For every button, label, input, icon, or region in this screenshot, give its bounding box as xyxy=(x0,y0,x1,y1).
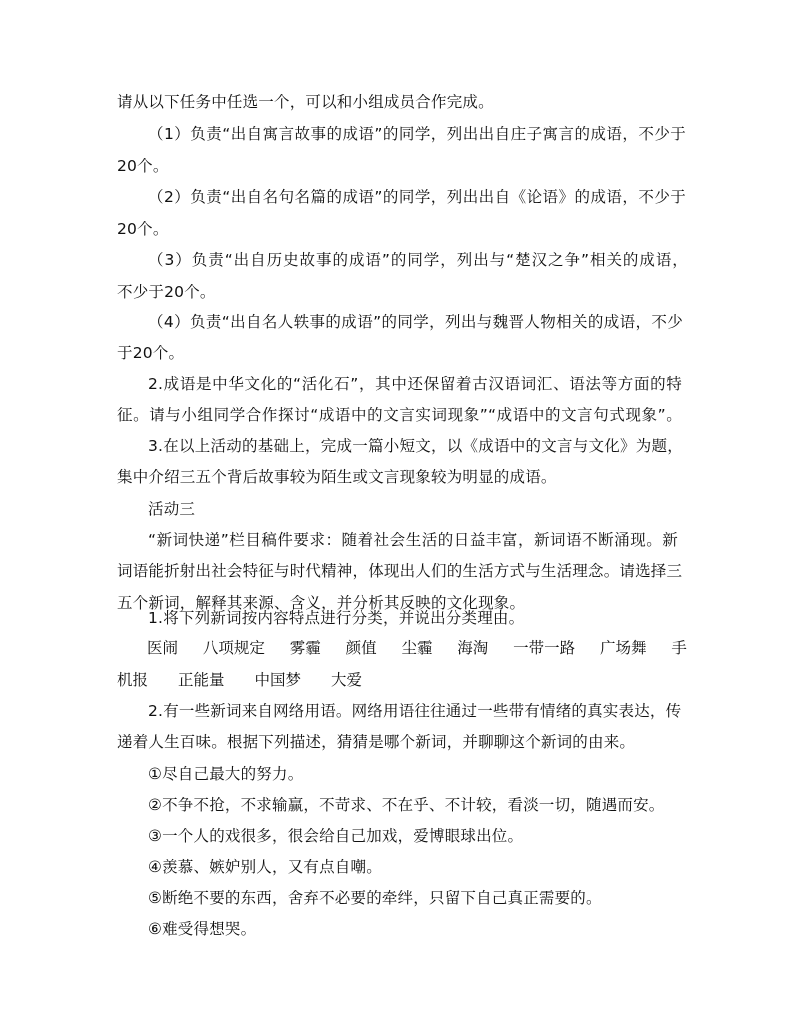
activity3-requirement-cont: 词语能折射出社会特征与时代精神，体现出人们的生活方式与生活理念。请选择三 xyxy=(117,562,683,580)
word-item: 海淘 xyxy=(457,639,489,657)
intro-line: 请从以下任务中任选一个，可以和小组成员合作完成。 xyxy=(117,93,494,111)
word-item: 医闹 xyxy=(147,639,179,657)
item-3-line: 3.在以上活动的基础上，完成一篇小短文，以《成语中的文言与文化》为题， xyxy=(148,437,683,455)
word-item: 尘霾 xyxy=(401,639,433,657)
task-3-cont: 不少于20个。 xyxy=(117,283,216,301)
task-2-cont: 20个。 xyxy=(117,220,169,238)
clue-1: ①尽自己最大的努力。 xyxy=(148,765,304,783)
task-1-line: （1）负责“出自寓言故事的成语”的同学，列出出自庄子寓言的成语，不少于 xyxy=(148,125,686,143)
new-words-row-2 xyxy=(117,669,362,691)
word-item: 机报 xyxy=(117,671,149,689)
section-heading: 活动三 xyxy=(148,500,196,518)
word-item: 大爱 xyxy=(331,671,363,689)
word-item: 手 xyxy=(671,639,687,657)
word-item: 正能量 xyxy=(178,671,225,689)
clue-5: ⑤断绝不要的东西，舍弃不必要的牵绊，只留下自己真正需要的。 xyxy=(148,889,602,907)
task-3-line: （3）负责“出自历史故事的成语”的同学，列出与“楚汉之争”相关的成语， xyxy=(148,251,688,269)
item-2-line: 2.成语是中华文化的“活化石”，其中还保留着古汉语词汇、语法等方面的特 xyxy=(148,375,682,393)
question-2-line: 2.有一些新词来自网络用语。网络用语往往通过一些带有情绪的真实表达，传 xyxy=(148,702,682,720)
task-2-line: （2）负责“出自名句名篇的成语”的同学，列出出自《论语》的成语，不少于 xyxy=(148,188,686,206)
word-item: 广场舞 xyxy=(600,639,647,657)
question-2-cont: 递着人生百味。根据下列描述，猜猜是哪个新词，并聊聊这个新词的由来。 xyxy=(117,733,636,751)
word-item: 雾霾 xyxy=(289,639,321,657)
word-item: 颜值 xyxy=(345,639,377,657)
question-1-line: 1.将下列新词按内容特点进行分类，并说出分类理由。 xyxy=(148,609,525,627)
task-4-cont: 于20个。 xyxy=(117,344,185,362)
task-1-cont: 20个。 xyxy=(117,157,169,175)
task-4-line: （4）负责“出自名人轶事的成语”的同学，列出与魏晋人物相关的成语，不少 xyxy=(148,313,683,331)
activity3-requirement: “新词快递”栏目稿件要求：随着社会生活的日益丰富，新词语不断涌现。新 xyxy=(148,531,678,549)
item-2-cont: 征。请与小组同学合作探讨“成语中的文言实词现象”“成语中的文言句式现象”。 xyxy=(117,406,682,424)
activity3-requirement-cont2: 五个新词，解释其来源、含义，并分析其反映的文化现象。 xyxy=(117,594,526,612)
clue-2: ②不争不抢，不求输赢，不苛求、不在乎、不计较，看淡一切，随遇而安。 xyxy=(148,796,665,814)
word-item: 八项规定 xyxy=(202,639,265,657)
clue-6: ⑥难受得想哭。 xyxy=(148,920,257,938)
clue-3: ③一个人的戏很多，很会给自己加戏，爱博眼球出位。 xyxy=(148,827,524,845)
word-item: 一带一路 xyxy=(513,639,576,657)
clue-4: ④羡慕、嫉妒别人，又有点自嘲。 xyxy=(148,858,382,876)
word-item: 中国梦 xyxy=(254,671,302,689)
new-words-row-1 xyxy=(147,637,687,659)
item-3-cont: 集中介绍三五个背后故事较为陌生或文言现象较为明显的成语。 xyxy=(117,468,557,486)
